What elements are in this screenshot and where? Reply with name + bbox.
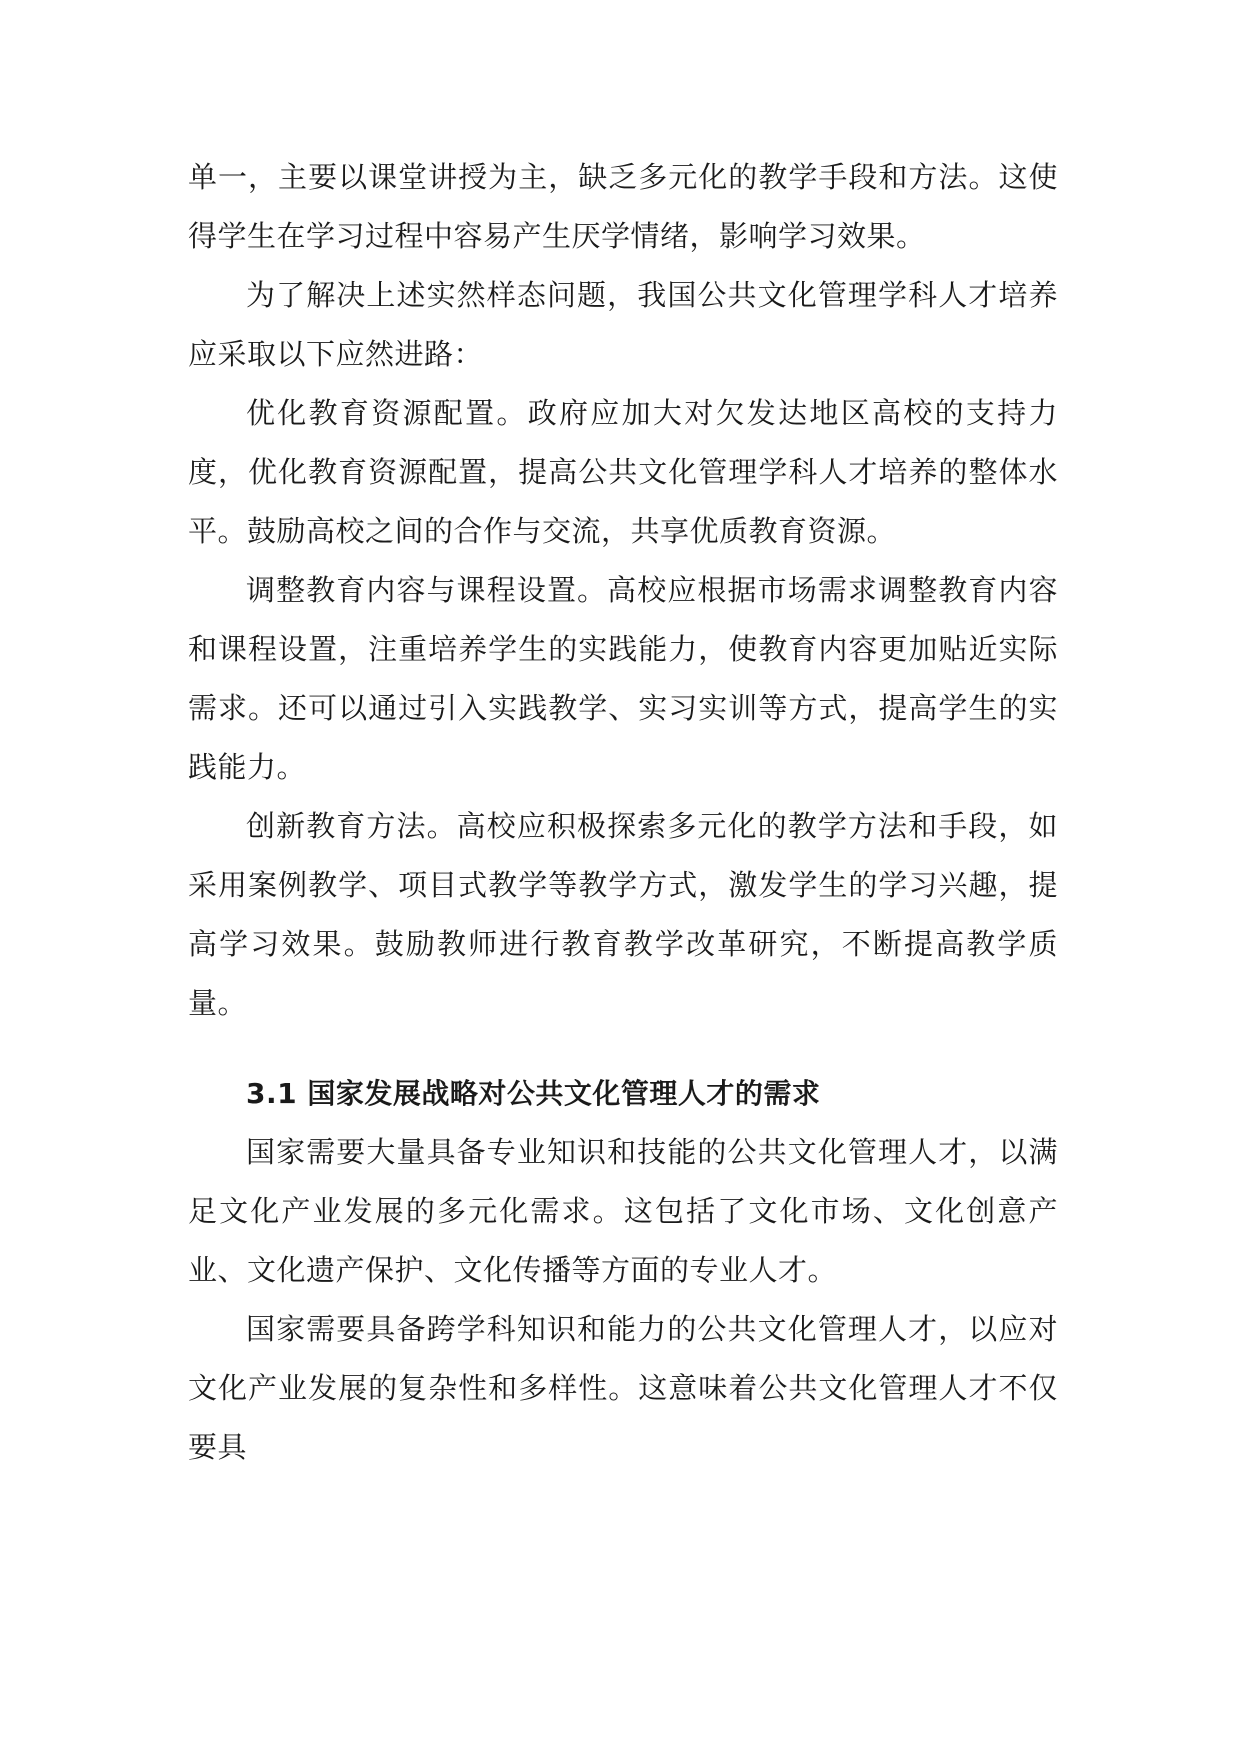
paragraph-adjust-curriculum: 调整教育内容与课程设置。高校应根据市场需求调整教育内容和课程设置，注重培养学生的实践能力，使教育内容更加贴近实际需求。还可以通过引入实践教学、实习实训等方式，提高学生的实践能力。	[188, 573, 1058, 784]
paragraph-intro-solutions: 为了解决上述实然样态问题，我国公共文化管理学科人才培养应采取以下应然进路：	[188, 278, 1058, 371]
paragraph-talent-demand: 国家需要大量具备专业知识和技能的公共文化管理人才，以满足文化产业发展的多元化需求。这包括了文化市场、文化创意产业、文化遗产保护、文化传播等方面的专业人才。	[188, 1135, 1058, 1287]
paragraph-interdisciplinary: 国家需要具备跨学科知识和能力的公共文化管理人才，以应对文化产业发展的复杂性和多样性。这意味着公共文化管理人才不仅要具	[188, 1312, 1058, 1464]
paragraph-continuation: 单一，主要以课堂讲授为主，缺乏多元化的教学手段和方法。这使得学生在学习过程中容易产生厌学情绪，影响学习效果。	[188, 160, 1058, 253]
section-heading: 3.1 国家发展战略对公共文化管理人才的需求	[246, 1077, 821, 1110]
document-body	[188, 148, 1058, 1477]
paragraph-innovate-methods: 创新教育方法。高校应积极探索多元化的教学方法和手段，如采用案例教学、项目式教学等教学方式，激发学生的学习兴趣，提高学习效果。鼓励教师进行教育教学改革研究，不断提高教学质量。	[188, 809, 1058, 1020]
paragraph-optimize-resources: 优化教育资源配置。政府应加大对欠发达地区高校的支持力度，优化教育资源配置，提高公共文化管理学科人才培养的整体水平。鼓励高校之间的合作与交流，共享优质教育资源。	[188, 396, 1058, 548]
